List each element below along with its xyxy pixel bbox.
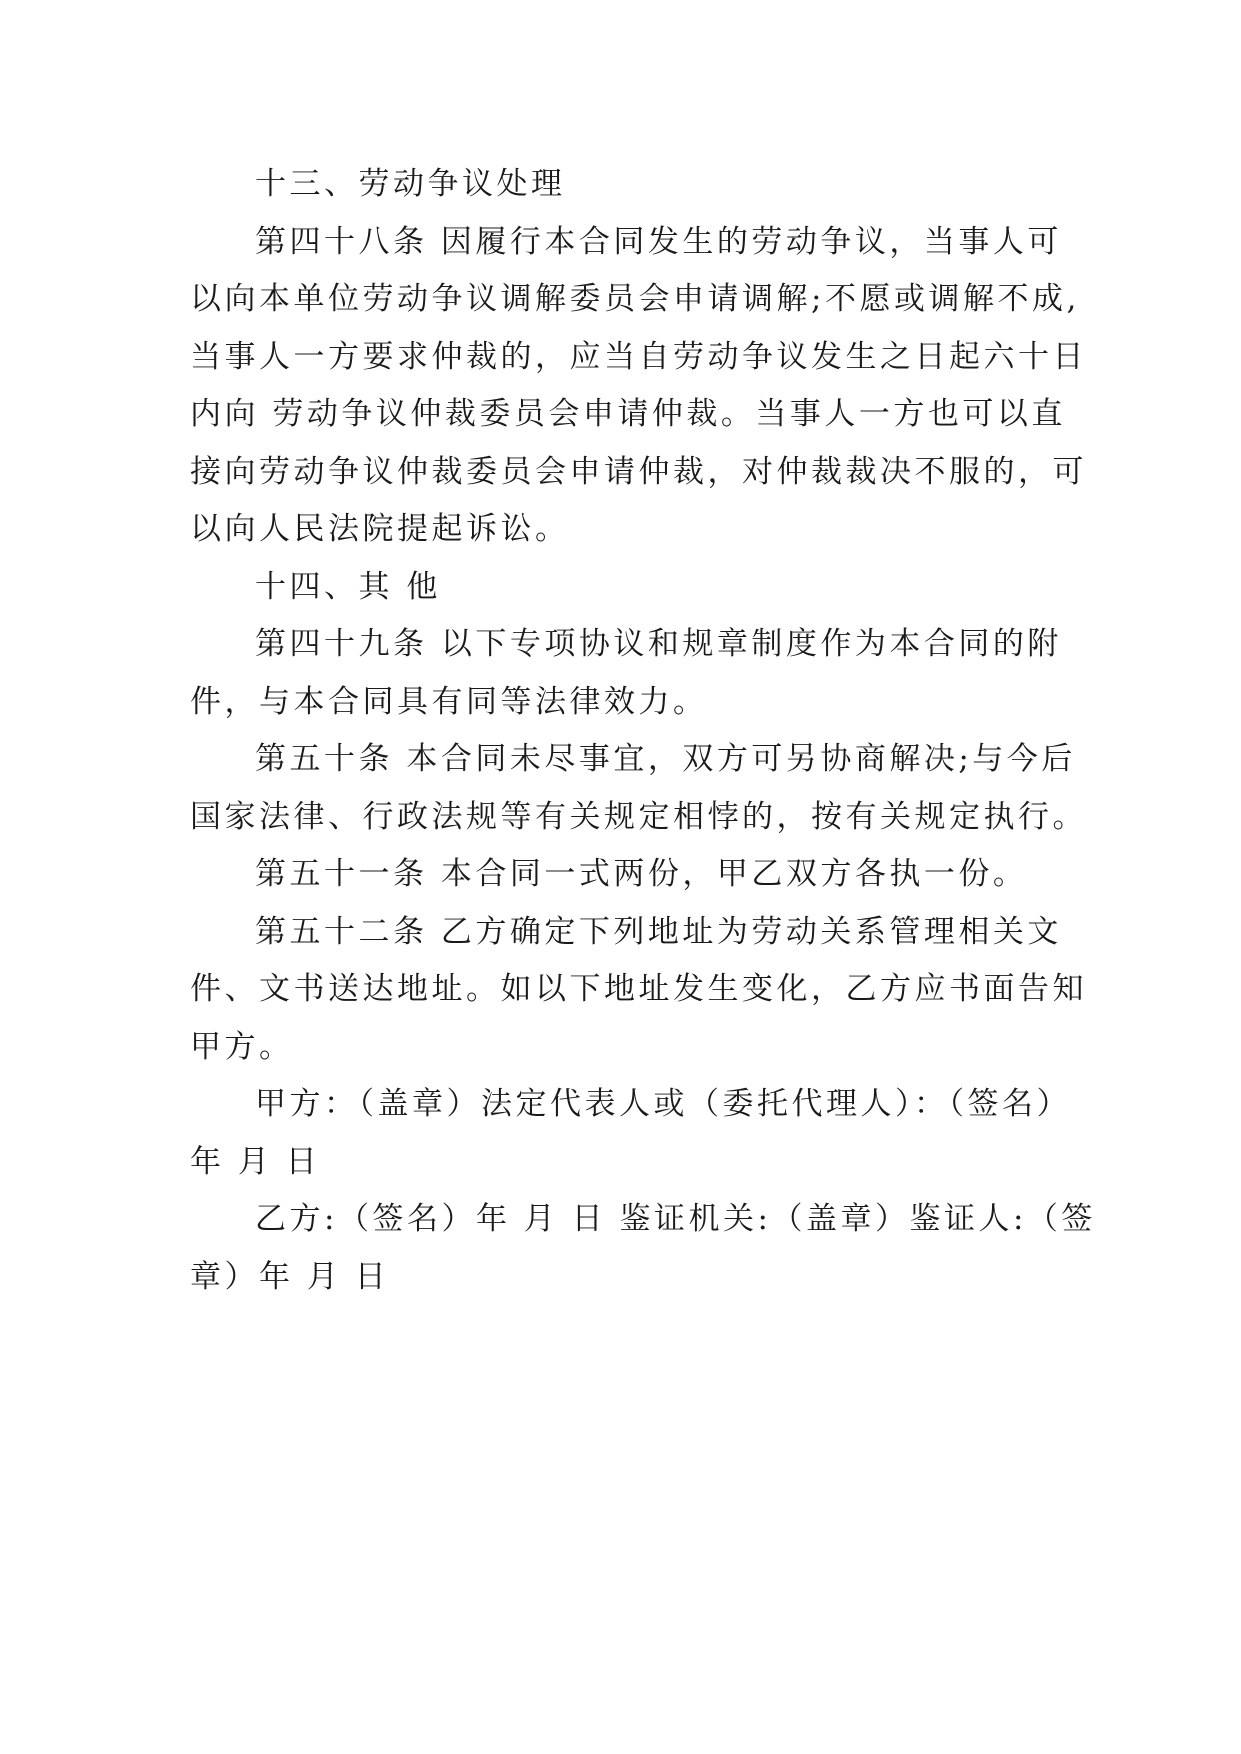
signature-line-party-b: 乙方:（签名）年 月 日 鉴证机关:（盖章）鉴证人:（签 (255, 1201, 1096, 1237)
document-body (190, 156, 1096, 1306)
section-heading: 十三、劳动争议处理 (255, 166, 566, 202)
paragraph-line: 第五十一条 本合同一式两份，甲乙双方各执一份。 (255, 856, 1028, 892)
paragraph-line: 件，与本合同具有同等法律效力。 (190, 683, 708, 720)
paragraph-line: 国家法律、行政法规等有关规定相悖的，按有关规定执行。 (190, 798, 1087, 835)
paragraph-line: 以向本单位劳动争议调解委员会申请调解;不愿或调解不成, (190, 281, 1080, 317)
paragraph-line: 当事人一方要求仲裁的，应当自劳动争议发生之日起六十日 (190, 338, 1087, 375)
paragraph-line: 接向劳动争议仲裁委员会申请仲裁，对仲裁裁决不服的，可 (190, 453, 1087, 490)
paragraph-line: 第五十二条 乙方确定下列地址为劳动关系管理相关文 (255, 913, 1062, 950)
date-line-party-a: 年 月 日 (190, 1143, 321, 1180)
paragraph-line: 件、文书送达地址。如以下地址发生变化，乙方应书面告知 (190, 971, 1087, 1007)
section-heading: 十四、其 他 (255, 568, 441, 605)
paragraph-line: 第四十八条 因履行本合同发生的劳动争议，当事人可 (255, 223, 1062, 260)
paragraph-line: 内向 劳动争议仲裁委员会申请仲裁。当事人一方也可以直 (190, 396, 1066, 432)
paragraph-line: 以向人民法院提起诉讼。 (190, 511, 570, 547)
paragraph-line: 第五十条 本合同未尽事宜，双方可另协商解决;与今后 (255, 741, 1076, 777)
signature-line-party-a: 甲方：（盖章）法定代表人或（委托代理人）：（签名） (255, 1086, 1071, 1122)
paragraph-line: 第四十九条 以下专项协议和规章制度作为本合同的附 (255, 626, 1062, 662)
date-line-party-b: 章）年 月 日 (190, 1258, 390, 1295)
paragraph-line: 甲方。 (190, 1028, 294, 1065)
